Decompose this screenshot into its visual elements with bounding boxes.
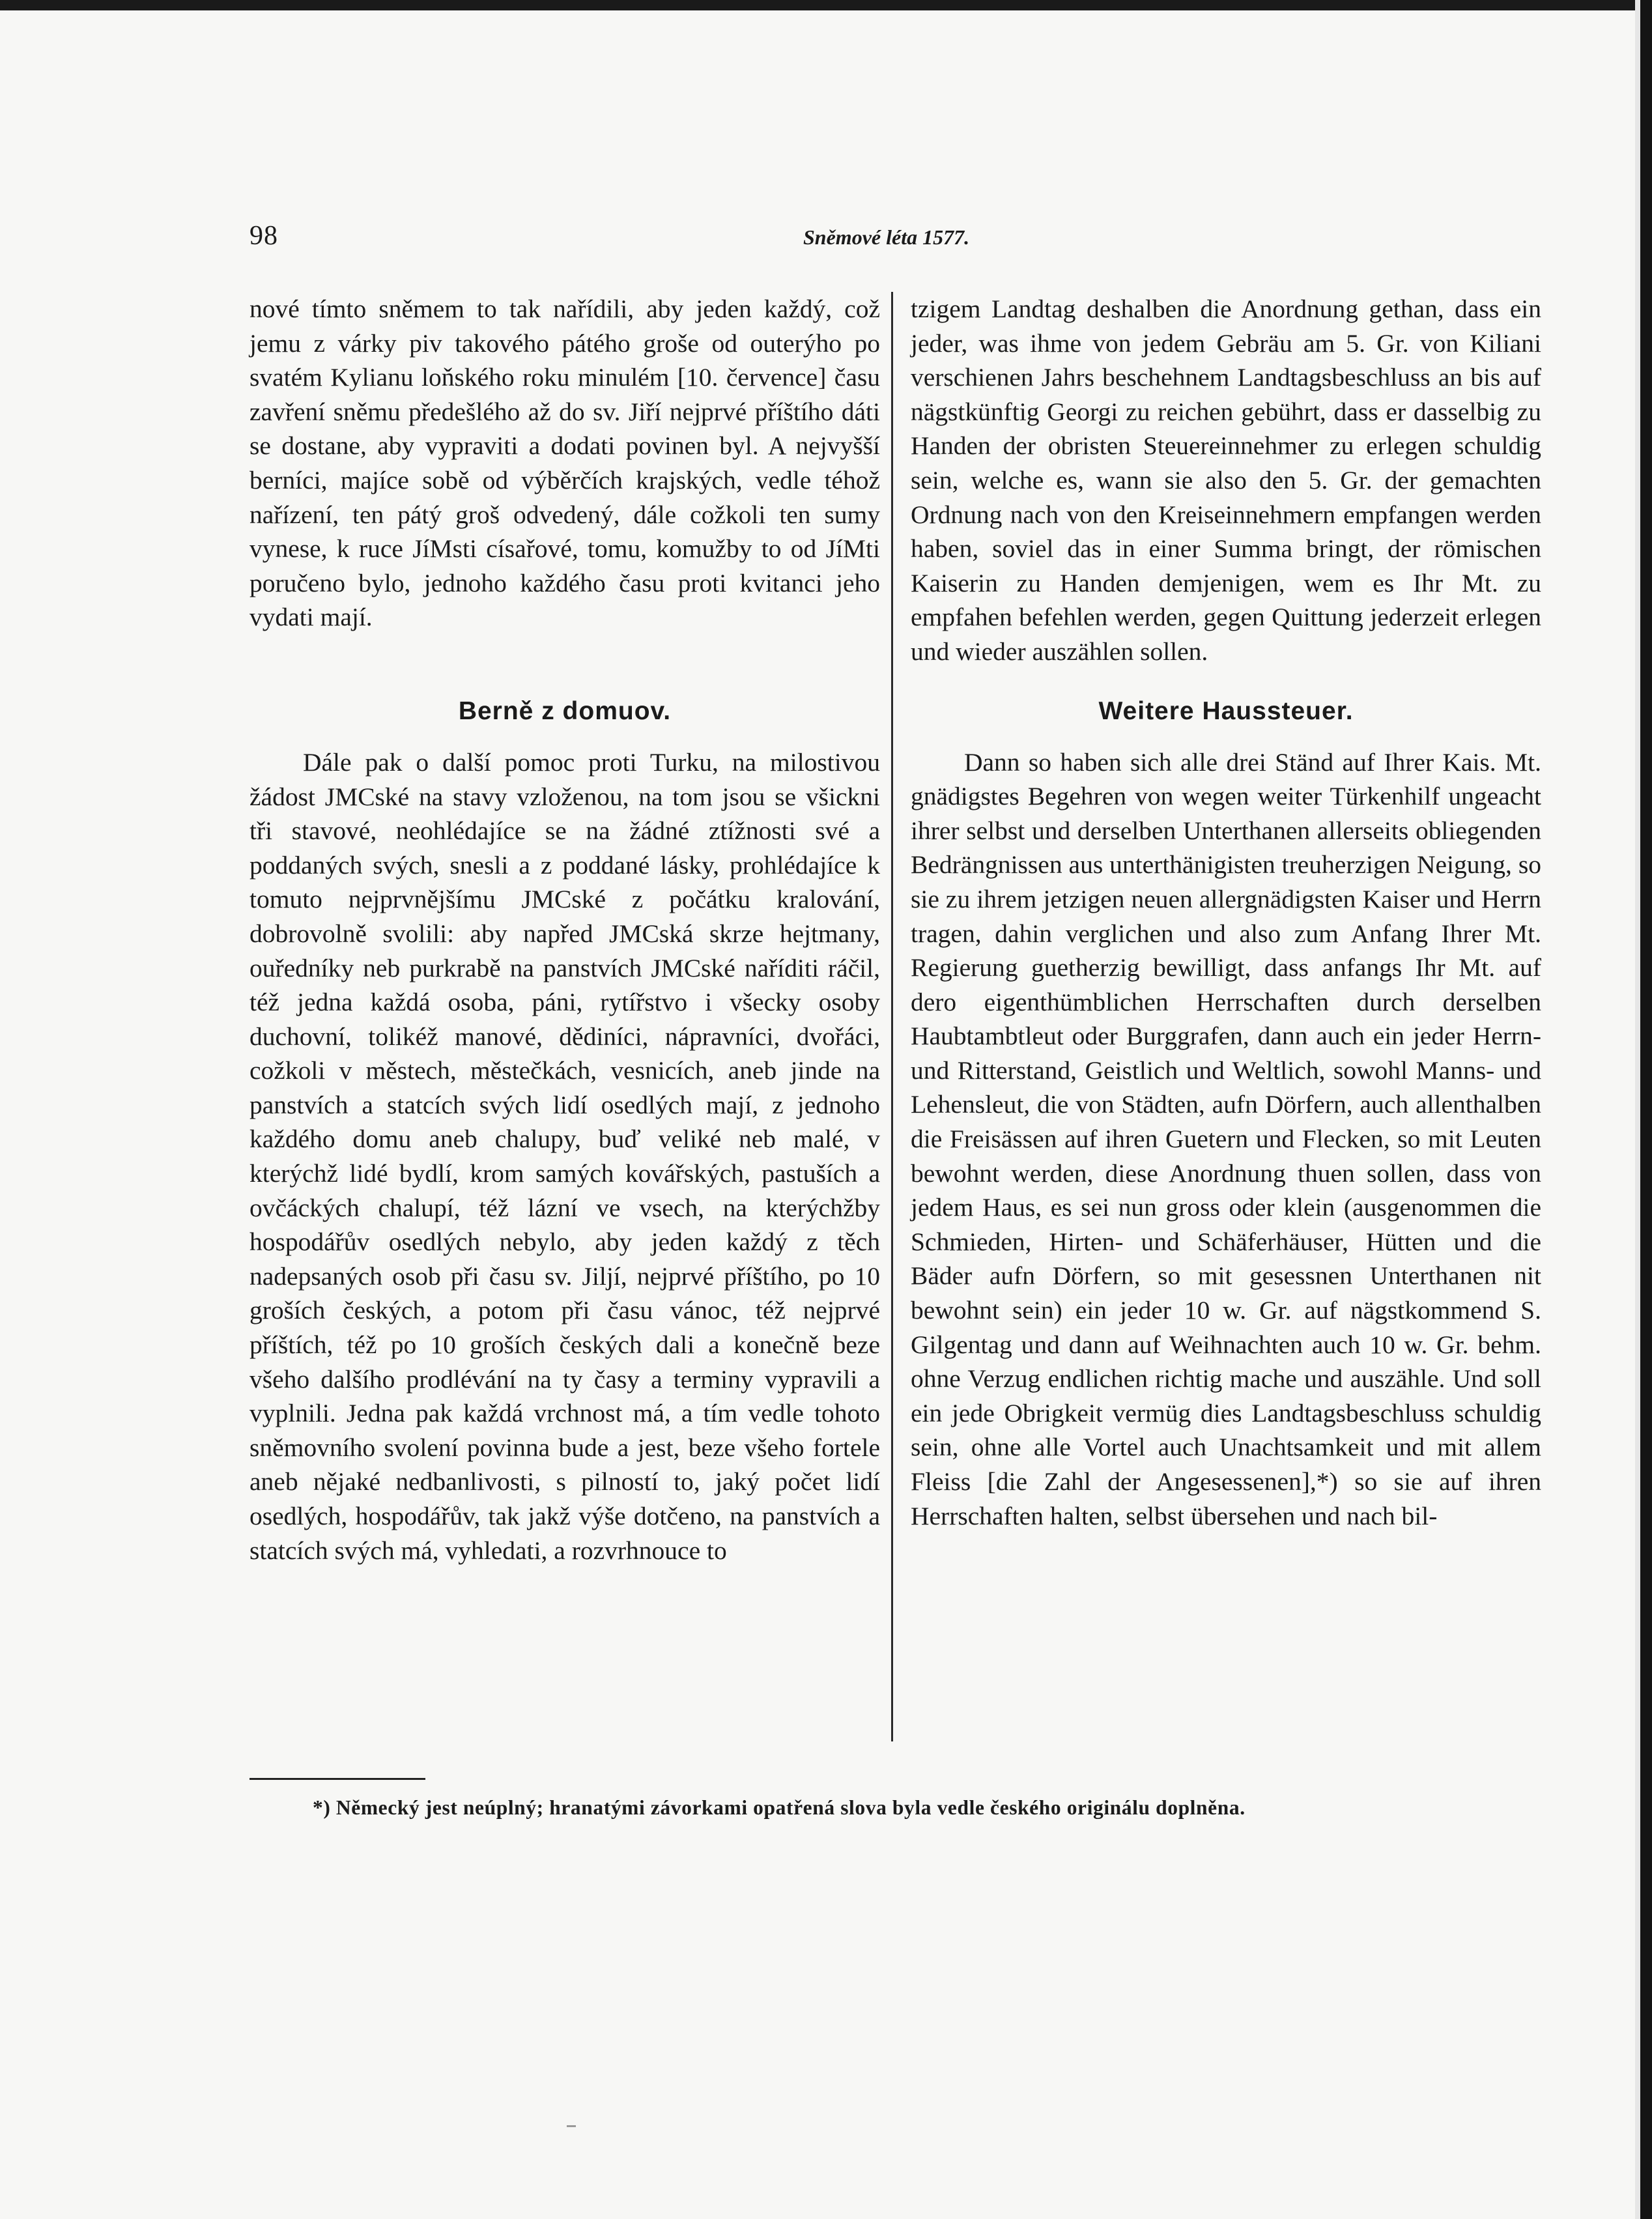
scan-border-top: [0, 0, 1652, 10]
page-number: 98: [249, 221, 278, 251]
czech-body-paragraph: Dále pak o další pomoc proti Turku, na milostivou žádost JMCské na stavy vzloženou, na tom jsou se všickni tři stavové, neohlédajíce se na žádné ztížnosti své a poddaných svých, snesli a z poddané lásky, prohlédajíce k tomuto nejprvnějšímu JMCské z počátku kralování, dobrovolně svolili: aby napřed JMCská skrze hejtmany, ouředníky neb purkrabě na panstvích JMCské naříditi ráčil, též jedna každá osoba, páni, rytířstvo i všecky osoby duchovní, tolikéž manové, dědiníci, nápravníci, dvořáci, cožkoli v městech, městečkách, vesnicích, aneb jinde na panstvích a statcích svých lidí osedlých mají, z jednoho každého domu aneb chalupy, buď veliké neb malé, v kterýchž lidé bydlí, krom samých kovářských, pastuších a ovčáckých chalupí, též lázní ve vsech, na kterýchžby hospodářův osedlých nebylo, aby jeden každý z těch nadepsaných osob při času sv. Jiljí, nejprvé příštího, po 10 groších českých, a potom při času vánoc, též nejprvé příštích, též po 10 groších českých dali a konečně beze všeho dalšího prodlévání na ty časy a terminy vypravili a vyplnili. Jedna pak každá vrchnost má, a tím vedle tohoto sněmovního svolení povinna bude a jest, beze všeho fortele aneb nějaké nedbanlivosti, s pilností to, jaký počet lidí osedlých, hospodářův, tak jakž výše dotčeno, na panstvích a statcích svých má, vyhledati, a rozvrhnouce to: [249, 747, 880, 1565]
scan-border-gap: [1635, 0, 1640, 2219]
czech-continuation-paragraph: nové tímto sněmem to tak nařídili, aby jeden každý, což jemu z várky piv takového pátého groše od outerýho po svatém Kylianu loňského roku minulém [10. července] času zavření sněmu předešlého až do sv. Jiří nejprvé příštího dáti se dostane, aby vypraviti a dodati povinen byl. A nejvyšší berníci, majíce sobě od výběrčích krajských, vedle téhož nařízení, ten pátý groš odvedený, dále cožkoli ten sumy vynese, k ruce JíMsti císařové, tomu, komužby to od JíMti poručeno bylo, jednoho každého času proti kvitanci jeho vydati mají.: [249, 294, 880, 632]
footnote: *) Německý jest neúplný; hranatými závorkami opatřená slova byla vedle českého originálu doplněna.: [313, 1796, 1246, 1819]
running-title: Sněmové léta 1577.: [803, 225, 970, 249]
german-section-heading: Weitere Haussteuer.: [1098, 696, 1354, 725]
page-header: [249, 220, 1536, 259]
footnote-rule: [249, 1778, 425, 1780]
scan-smudge: [567, 2125, 576, 2127]
german-body-paragraph: Dann so haben sich alle drei Ständ auf Ihrer Kais. Mt. gnädigstes Begehren von wegen weiter Türkenhilf ungeacht ihrer selbst und derselben Unterthanen allerseits obliegenden Bedrängnissen aus unterthänigisten treuherzigen Neigung, so sie zu ihrem jetzigen neuen allergnädigsten Kaiser und Herrn tragen, dahin verglichen und also zum Anfang Ihrer Mt. Regierung guetherzig bewilligt, dass anfangs Ihr Mt. auf dero eigenthümblichen Herrschaften durch derselben Haubtambtleut oder Burggrafen, dann auch ein jeder Herrn- und Ritterstand, Geistlich und Weltlich, sowohl Manns- und Lehensleut, die von Städten, aufn Dörfern, auch allenthalben die Freisässen auf ihren Guetern und Flecken, so mit Leuten bewohnt werden, diese Anordnung thuen sollen, dass von jedem Haus, es sei nun gross oder klein (ausgenommen die Schmieden, Hirten- und Schäferhäuser, Hütten und die Bäder aufn Dörfern, so mit gesessnen Unterthanen nit bewohnt sein) ein jeder 10 w. Gr. auf nägstkommend S. Gilgentag und dann auf Weihnachten auch 10 w. Gr. behm. ohne Verzug endlichen richtig mache und auszähle. Und soll ein jede Obrigkeit vermüg dies Landtagsbeschluss schuldig sein, ohne alle Vortel auch Unachtsamkeit und mit allem Fleiss [die Zahl der Angesessenen],*) so sie auf ihren Herrschaften halten, selbst übersehen und nach bil-: [911, 747, 1541, 1530]
scan-border-right: [1640, 0, 1652, 2219]
german-column: [911, 292, 1541, 1533]
column-divider: [891, 292, 893, 1741]
czech-section-heading: Berně z domuov.: [458, 696, 672, 725]
czech-column: [249, 292, 880, 1568]
german-continuation-paragraph: tzigem Landtag deshalben die Anordnung gethan, dass ein jeder, was ihme von jedem Gebräu am 5. Gr. von Kiliani verschienen Jahrs beschehnem Landtagsbeschluss an bis auf nägstkünftig Georgi zu reichen gebührt, dass er dasselbig zu Handen der obristen Steuereinnehmer zu erlegen schuldig sein, welche es, wann sie also den 5. Gr. der gemachten Ordnung nach von den Kreiseinnehmern empfangen werden haben, soviel das in einer Summa bringt, der römischen Kaiserin zu Handen demjenigen, wem es Ihr Mt. zu empfahen befehlen werden, gegen Quittung jederzeit erlegen und wieder auszählen sollen.: [911, 294, 1541, 666]
